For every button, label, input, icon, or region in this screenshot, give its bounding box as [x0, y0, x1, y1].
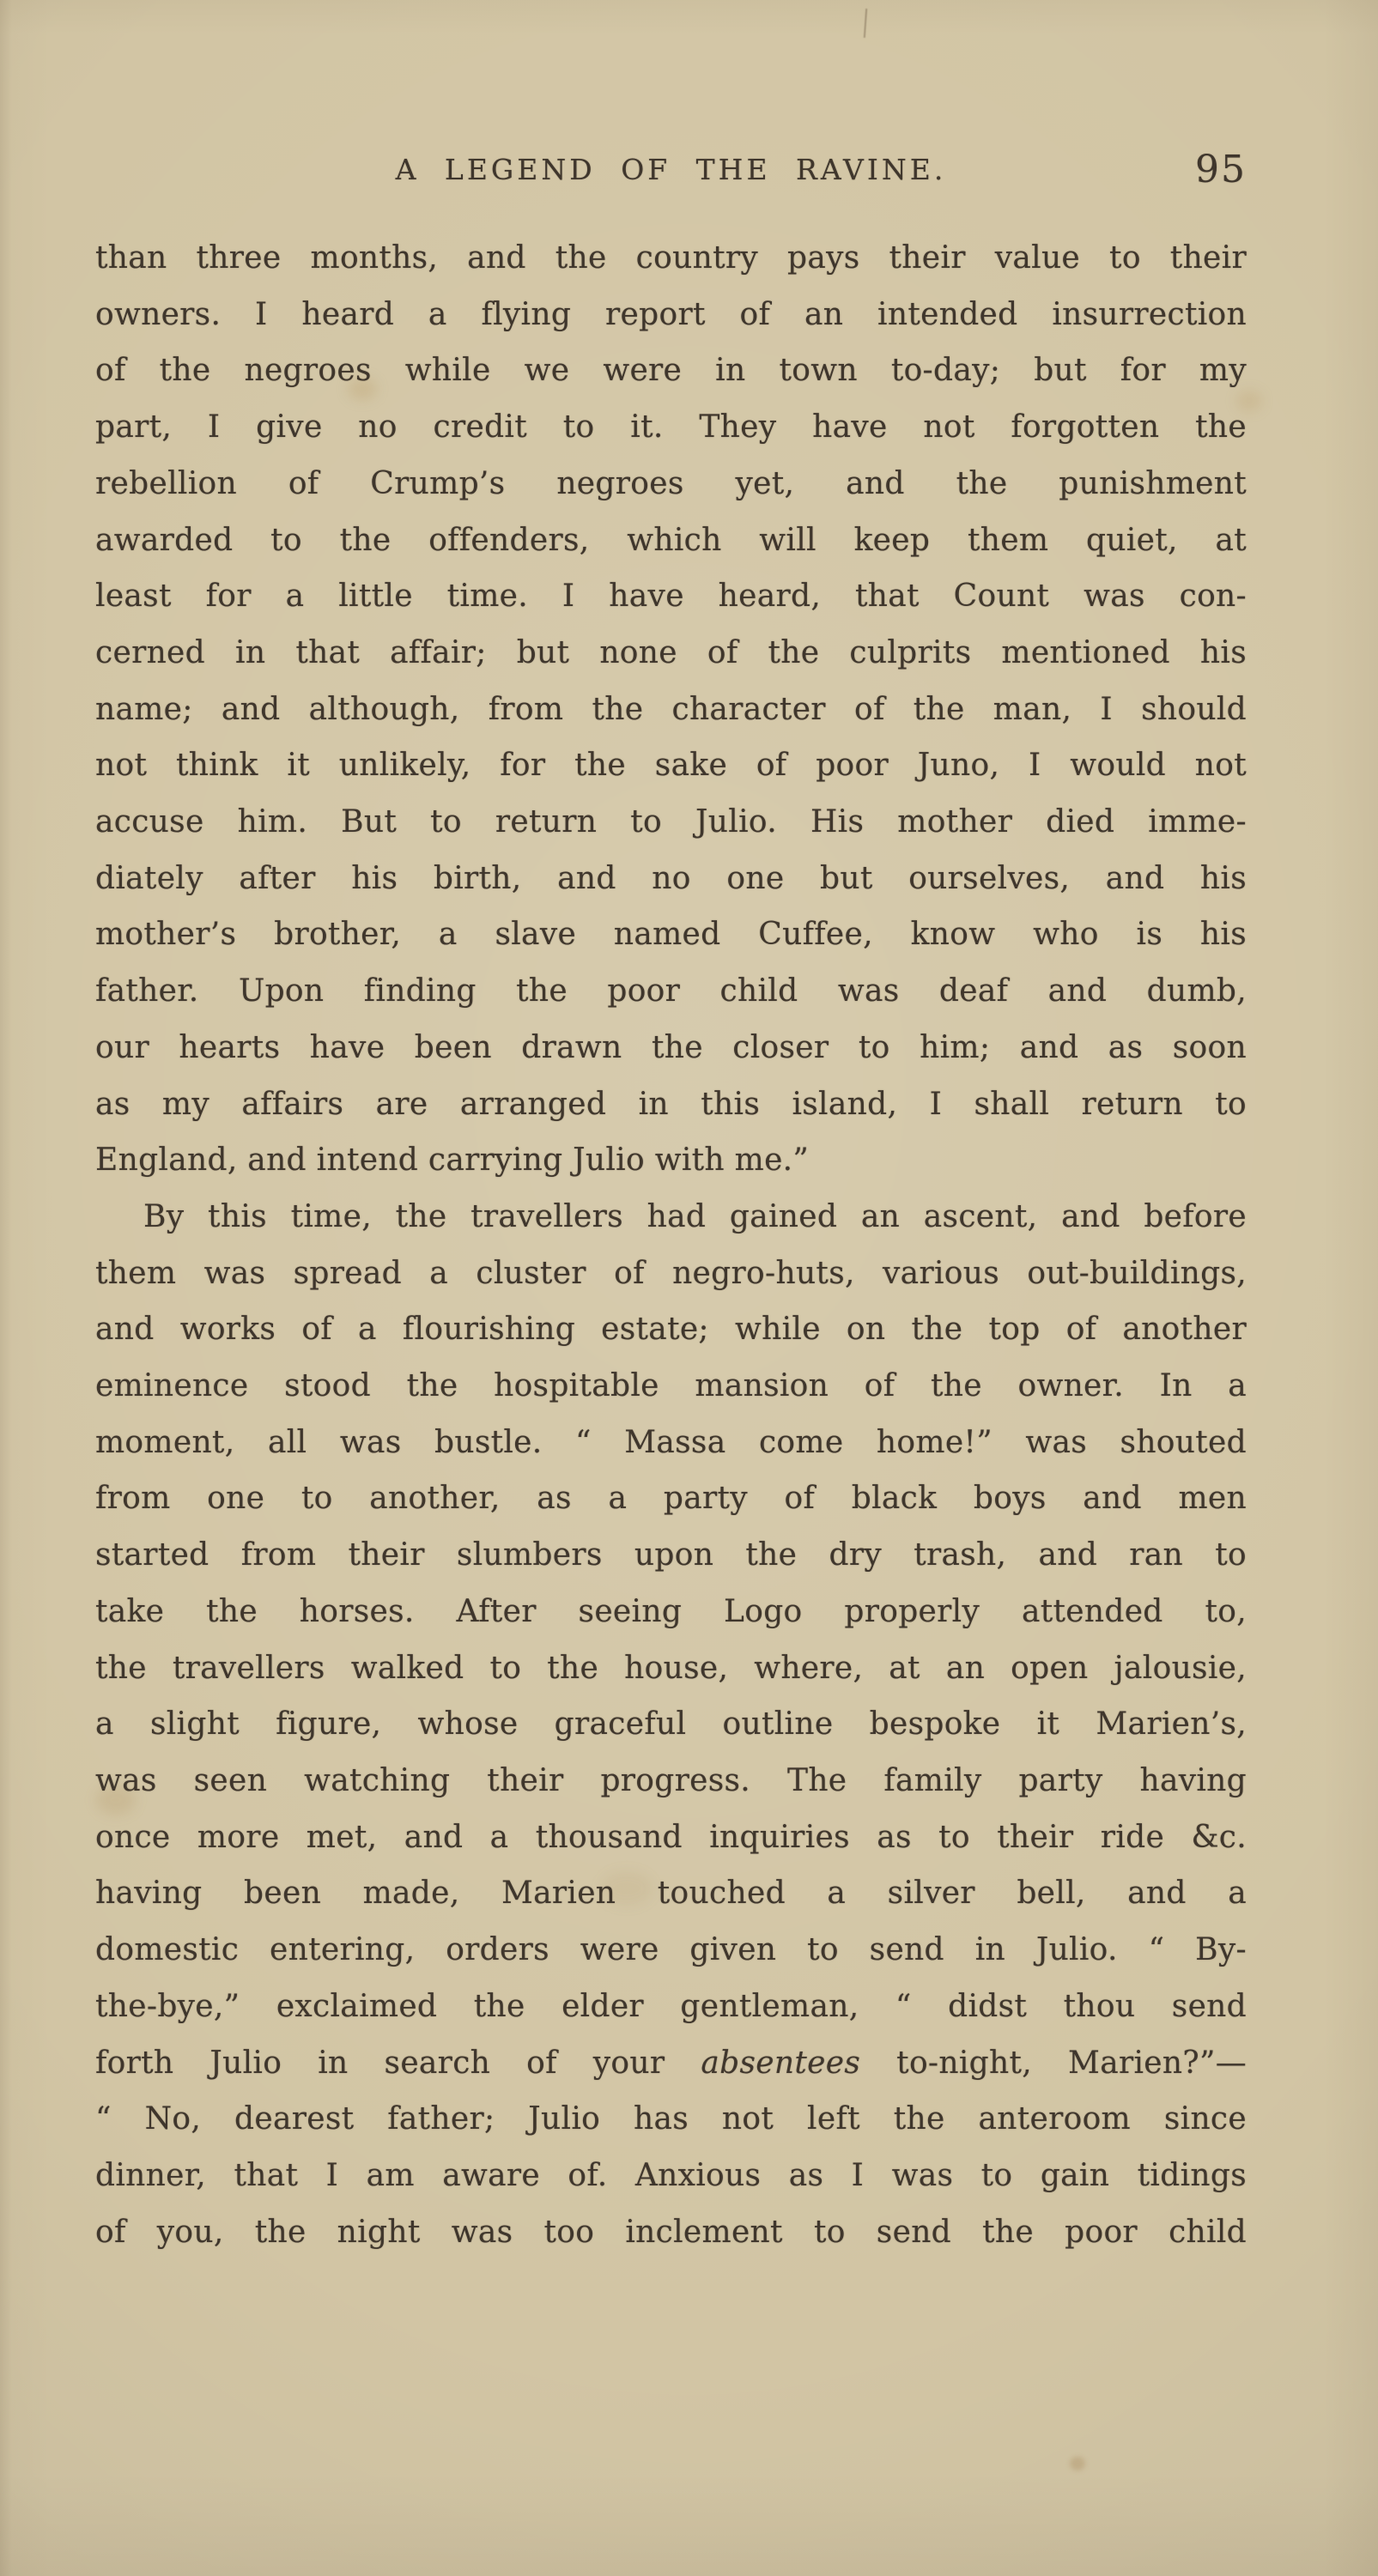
text-segment: moment, all was bustle. “ Massa come home!” was shouted [95, 1424, 1247, 1460]
text-line [95, 906, 1247, 963]
text-line [95, 737, 1247, 794]
text-segment: take the horses. After seeing Logo properly attended to, [95, 1593, 1247, 1629]
text-line [95, 682, 1247, 738]
text-line [95, 568, 1247, 625]
paper-fiber-mark [864, 9, 867, 38]
text-line [95, 851, 1247, 907]
text-segment: was seen watching their progress. The family party having [95, 1762, 1247, 1798]
text-segment: not think it unlikely, for the sake of poor Juno, I would not [95, 748, 1247, 784]
text-segment: and works of a flourishing estate; while on the top of another [95, 1312, 1247, 1348]
text-segment: dinner, that I am aware of. Anxious as I was to gain tidings [95, 2157, 1247, 2193]
text-line [95, 1922, 1247, 1979]
text-line [95, 1640, 1247, 1697]
text-line [95, 963, 1247, 1020]
text-segment: part, I give no credit to it. They have not forgotten the [95, 409, 1247, 445]
text-segment: of the negroes while we were in town to-day; but for my [95, 353, 1247, 389]
text-line [95, 2148, 1247, 2204]
text-segment: cerned in that affair; but none of the culprits mentioned his [95, 634, 1247, 670]
text-segment: eminence stood the hospitable mansion of the owner. In a [95, 1368, 1247, 1404]
paper-stain [1070, 2457, 1085, 2470]
text-segment: By this time, the travellers had gained an ascent, and before [143, 1198, 1247, 1234]
text-segment: accuse him. But to return to Julio. His mother died imme- [95, 804, 1247, 840]
text-segment: as my affairs are arranged in this island, I shall return to [95, 1086, 1247, 1122]
text-line [95, 399, 1247, 456]
text-segment: least for a little time. I have heard, that Count was con- [95, 579, 1247, 615]
text-segment: our hearts have been drawn the closer to him; and as soon [95, 1029, 1247, 1065]
text-segment: England, and intend carrying Julio with me.” [95, 1143, 810, 1179]
text-line [95, 2035, 1247, 2092]
text-segment: the-bye,” exclaimed the elder gentleman, “ didst thou send [95, 1988, 1247, 2024]
paragraph [95, 230, 1247, 1189]
text-line [95, 456, 1247, 512]
text-line [95, 1753, 1247, 1809]
text-segment: “ No, dearest father; Julio has not left the anteroom since [95, 2101, 1247, 2137]
text-line [95, 1415, 1247, 1471]
running-title: A LEGEND OF THE RAVINE. [395, 153, 947, 186]
text-line [95, 1358, 1247, 1415]
text-segment: having been made, Marien touched a silver bell, and a [95, 1876, 1247, 1912]
text-segment: started from their slumbers upon the dry trash, and ran to [95, 1537, 1247, 1573]
text-segment: than three months, and the country pays their value to their [95, 240, 1247, 276]
text-segment: domestic entering, orders were given to send in Julio. “ By- [95, 1932, 1247, 1968]
text-line [95, 794, 1247, 851]
text-line [95, 2204, 1247, 2261]
text-segment: of you, the night was too inclement to send the poor child [95, 2214, 1247, 2250]
italic-text: absentees [701, 2045, 861, 2081]
text-line [95, 1584, 1247, 1640]
text-segment: forth Julio in search of your [95, 2045, 701, 2081]
text-line [95, 1246, 1247, 1302]
text-line [95, 1470, 1247, 1527]
text-line [95, 1696, 1247, 1753]
paragraph [95, 1189, 1247, 2260]
text-segment: diately after his birth, and no one but ourselves, and his [95, 860, 1247, 896]
text-segment: the travellers walked to the house, where, at an open jalousie, [95, 1650, 1247, 1686]
text-line [95, 287, 1247, 343]
text-line [95, 1020, 1247, 1076]
page-header [95, 148, 1247, 192]
text-segment: name; and although, from the character of the man, I should [95, 691, 1247, 727]
text-line [95, 1189, 1247, 1246]
text-line [95, 342, 1247, 399]
text-line [95, 1865, 1247, 1922]
page-number: 95 [1195, 148, 1247, 191]
text-line [95, 1527, 1247, 1584]
body-text [95, 230, 1247, 2260]
text-segment: mother’s brother, a slave named Cuffee, know who is his [95, 917, 1247, 953]
text-line [95, 1809, 1247, 1866]
text-line [95, 1076, 1247, 1133]
text-segment: to-night, Marien?”— [860, 2045, 1247, 2081]
text-segment: a slight figure, whose graceful outline bespoke it Marien’s, [95, 1706, 1247, 1743]
text-segment: them was spread a cluster of negro-huts, various out-buildings, [95, 1255, 1247, 1291]
text-line [95, 230, 1247, 287]
text-line [95, 1301, 1247, 1358]
text-segment: from one to another, as a party of black boys and men [95, 1481, 1247, 1517]
text-line [95, 1132, 1247, 1189]
text-line [95, 2091, 1247, 2148]
text-segment: once more met, and a thousand inquiries as to their ride &c. [95, 1819, 1247, 1855]
text-line [95, 512, 1247, 569]
text-segment: rebellion of Crump’s negroes yet, and the punishment [95, 465, 1247, 501]
text-segment: father. Upon finding the poor child was deaf and dumb, [95, 973, 1247, 1009]
text-line [95, 1979, 1247, 2035]
text-segment: awarded to the offenders, which will keep them quiet, at [95, 522, 1247, 558]
text-line [95, 625, 1247, 682]
text-segment: owners. I heard a flying report of an intended insurrection [95, 296, 1247, 332]
